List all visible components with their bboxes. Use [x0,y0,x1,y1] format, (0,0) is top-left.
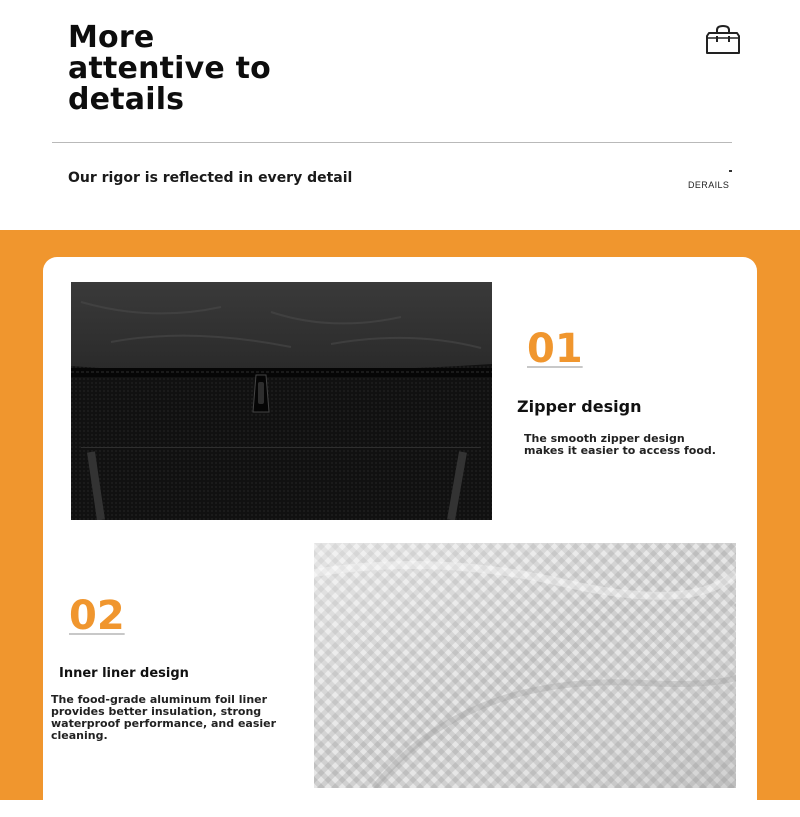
header-section [0,0,800,230]
title-line-1: More [68,20,155,55]
feature-desc-zipper: The smooth zipper design makes it easier to access food. [524,432,716,457]
page-title [68,22,271,115]
header-divider [52,142,732,143]
title-line-3: details [68,82,185,117]
shopping-bag-icon[interactable] [704,24,742,56]
tag-dot [729,170,732,172]
page-subtitle: Our rigor is reflected in every detail [68,170,353,186]
feature-title-liner: Inner liner design [59,666,189,681]
title-line-2: attentive to [68,51,271,86]
feature-number-01: 01 [527,326,583,372]
zipper-photo [71,282,492,520]
feature-number-02: 02 [69,593,125,639]
foil-liner-photo [314,543,736,788]
feature-title-zipper: Zipper design [517,397,642,416]
feature-desc-liner: The food-grade aluminum foil liner provides better insulation, strong waterproof performance, and easier cleaning. [51,693,277,742]
details-tag: DERAILS [688,180,730,190]
